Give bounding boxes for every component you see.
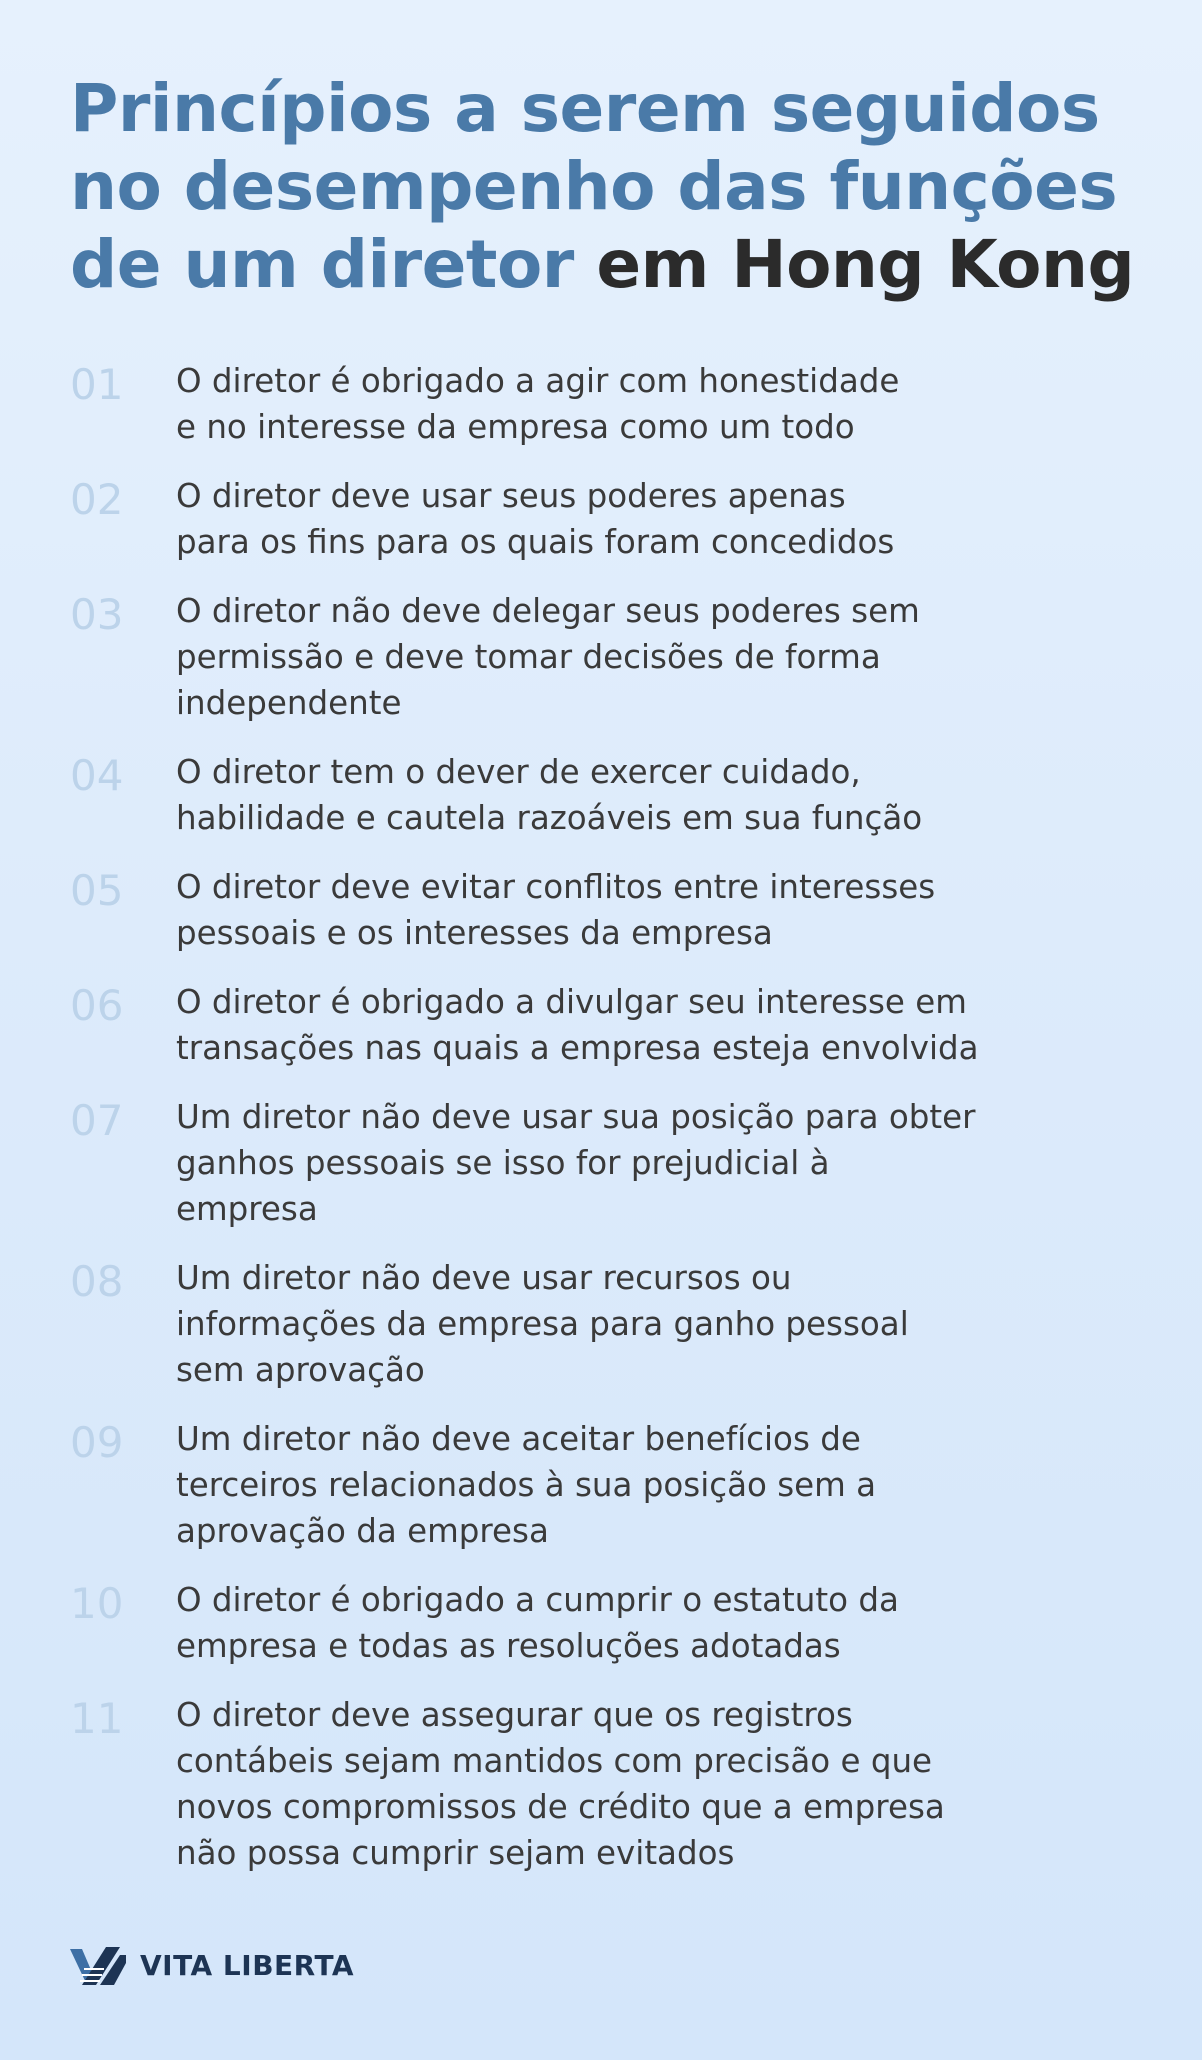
principle-text [176,1416,1136,1554]
principle-item [70,1692,1160,1876]
principle-number: 05 [70,866,124,915]
principle-text [176,358,1136,450]
page-title [70,70,1160,304]
principle-text-line: O diretor é obrigado a agir com honestidade [176,362,900,400]
principle-text-line: terceiros relacionados à sua posição sem a [176,1466,877,1504]
principle-item [70,979,1160,1071]
principle-text-line: O diretor tem o dever de exercer cuidado, [176,753,861,791]
principle-item [70,1577,1160,1669]
principle-text-line: O diretor é obrigado a cumprir o estatuto da [176,1581,899,1619]
principle-text [176,979,1136,1071]
principle-text-line: O diretor não deve delegar seus poderes sem [176,592,920,630]
principle-item [70,588,1160,726]
principle-text-line: habilidade e cautela razoáveis em sua função [176,799,923,837]
principle-text-line: transações nas quais a empresa esteja envolvida [176,1029,979,1067]
principle-item [70,864,1160,956]
principle-text-line: empresa e todas as resoluções adotadas [176,1627,841,1665]
principle-number: 03 [70,590,124,639]
principle-text [176,1094,1136,1232]
principle-text-line: novos compromissos de crédito que a empresa [176,1788,945,1826]
principle-text-line: Um diretor não deve usar recursos ou [176,1259,792,1297]
brand-logo [70,1943,354,1987]
principle-text-line: sem aprovação [176,1351,425,1389]
principles-list [70,358,1160,1899]
principle-number: 06 [70,981,124,1030]
principle-item [70,749,1160,841]
principle-text [176,473,1136,565]
principle-text [176,864,1136,956]
principle-text-line: empresa [176,1190,318,1228]
principle-text-line: independente [176,684,402,722]
principle-text [176,588,1136,726]
principle-text-line: para os fins para os quais foram concedidos [176,523,895,561]
principle-text-line: ganhos pessoais se isso for prejudicial à [176,1144,830,1182]
principle-text-line: permissão e deve tomar decisões de forma [176,638,881,676]
principle-text [176,1577,1136,1669]
logo-text: VITA LIBERTA [140,1948,355,1982]
principle-number: 01 [70,360,124,409]
principle-text-line: O diretor deve usar seus poderes apenas [176,477,846,515]
principle-text [176,1692,1136,1876]
principle-text [176,1255,1136,1393]
principle-number: 11 [70,1694,124,1743]
principle-item [70,473,1160,565]
principle-number: 02 [70,475,124,524]
principle-number: 04 [70,751,124,800]
title-accent-part: Princípios a serem seguidos no desempenho das funções de um diretor [70,70,1118,303]
principle-text-line: Um diretor não deve aceitar benefícios de [176,1420,861,1458]
principle-item [70,1255,1160,1393]
principle-text-line: O diretor é obrigado a divulgar seu interesse em [176,983,967,1021]
principle-text-line: e no interesse da empresa como um todo [176,408,855,446]
principle-text-line: O diretor deve assegurar que os registros [176,1696,853,1734]
principle-text-line: aprovação da empresa [176,1512,549,1550]
principle-text [176,749,1136,841]
principle-number: 08 [70,1257,124,1306]
principle-text-line: não possa cumprir sejam evitados [176,1834,735,1872]
principle-number: 07 [70,1096,124,1145]
principle-text-line: contábeis sejam mantidos com precisão e que [176,1742,933,1780]
principle-number: 09 [70,1418,124,1467]
principle-text-line: informações da empresa para ganho pessoal [176,1305,909,1343]
principle-number: 10 [70,1579,124,1628]
vita-liberta-logo-icon [70,1943,126,1987]
principle-item [70,1094,1160,1232]
principle-item [70,1416,1160,1554]
principle-item [70,358,1160,450]
principle-text-line: O diretor deve evitar conflitos entre interesses [176,868,936,906]
principle-text-line: pessoais e os interesses da empresa [176,914,773,952]
title-dark-part: em Hong Kong [596,226,1135,303]
principle-text-line: Um diretor não deve usar sua posição para obter [176,1098,976,1136]
